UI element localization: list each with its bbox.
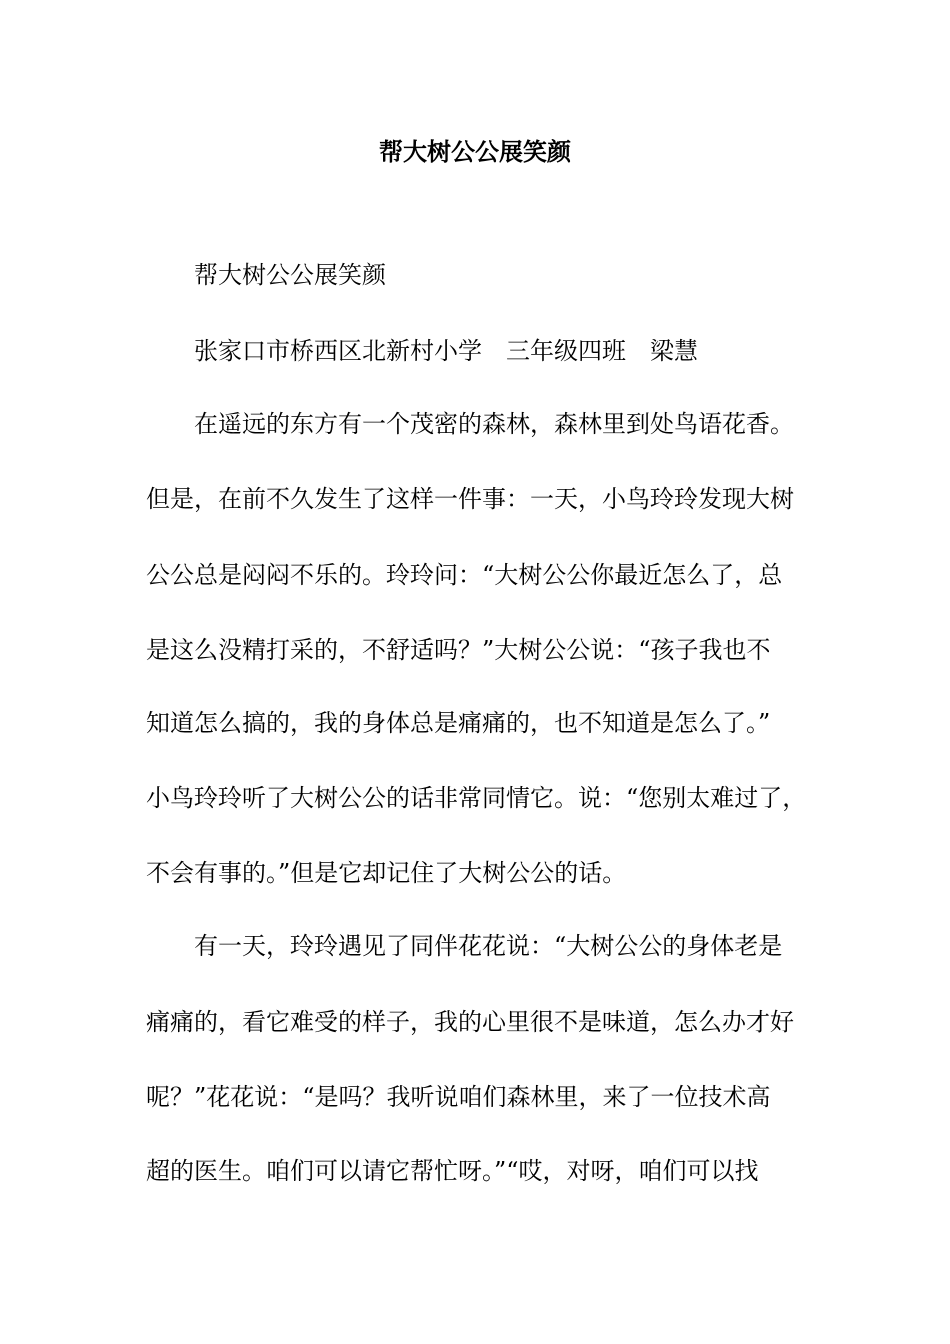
paragraph-line: 不会有事的。”但是它却记住了大树公公的话。	[146, 859, 627, 887]
paragraph-line: 公公总是闷闷不乐的。玲玲问：“大树公公你最近怎么了，总	[146, 561, 783, 589]
paragraph-line: 小鸟玲玲听了大树公公的话非常同情它。说：“您别太难过了，	[146, 784, 807, 812]
paragraph-line: 超的医生。咱们可以请它帮忙呀。”“哎，对呀，咱们可以找	[146, 1157, 759, 1185]
paragraph-line: 呢？”花花说：“是吗？我听说咱们森林里，来了一位技术高	[146, 1083, 771, 1111]
author-line: 张家口市桥西区北新村小学 三年级四班 梁慧	[194, 337, 698, 365]
paragraph-line: 是这么没精打采的，不舒适吗？”大树公公说：“孩子我也不	[146, 636, 771, 664]
subtitle-line: 帮大树公公展笑颜	[194, 261, 386, 289]
paragraph-line: 知道怎么搞的，我的身体总是痛痛的，也不知道是怎么了。”	[146, 709, 771, 737]
paragraph-line: 在遥远的东方有一个茂密的森林，森林里到处鸟语花香。	[194, 410, 794, 438]
paragraph-line: 但是，在前不久发生了这样一件事：一天，小鸟玲玲发现大树	[146, 485, 794, 513]
document-title: 帮大树公公展笑颜	[379, 137, 571, 166]
paragraph-line: 痛痛的，看它难受的样子，我的心里很不是味道，怎么办才好	[146, 1008, 794, 1036]
paragraph-line: 有一天，玲玲遇见了同伴花花说：“大树公公的身体老是	[194, 932, 783, 960]
